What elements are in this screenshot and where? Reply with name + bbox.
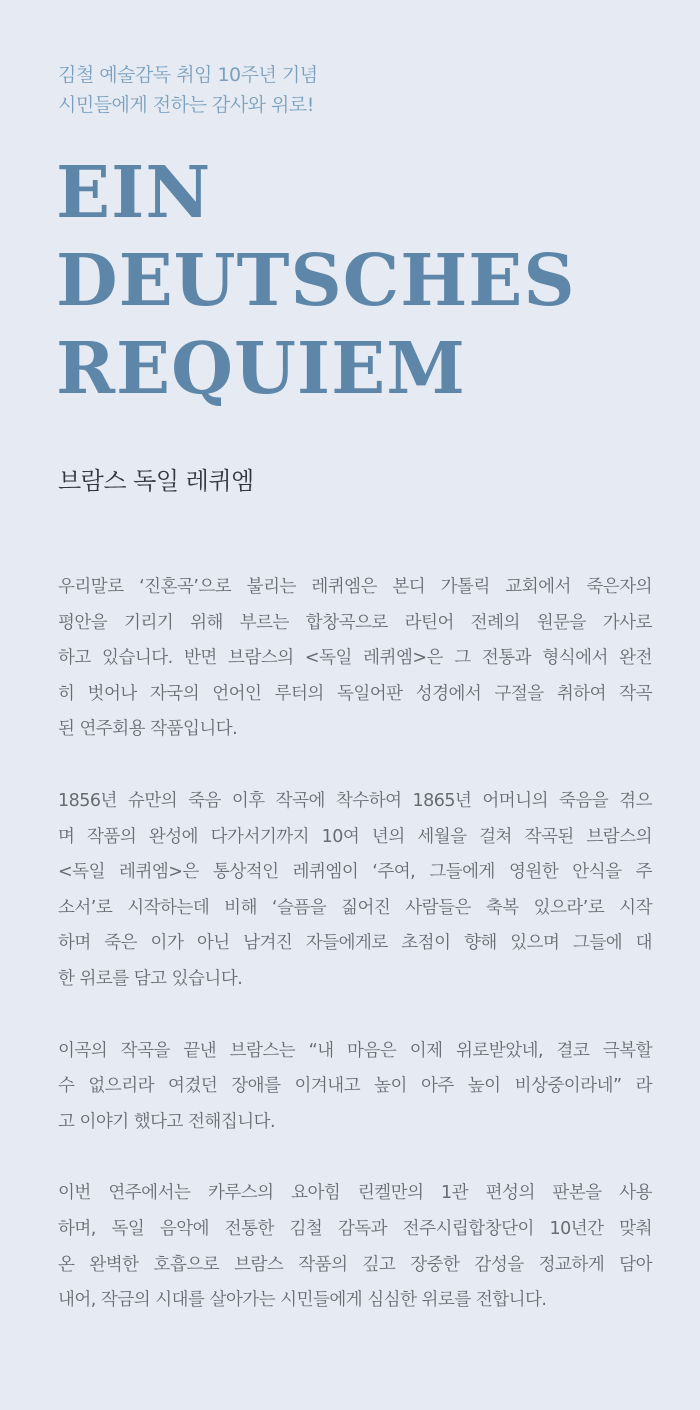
text-line: 수 없으리라 여겼던 장애를 이겨내고 높이 아주 높이 비상중이라네” 라 [58,1076,652,1097]
text-line: 소서’로 시작하는데 비해 ‘슬픔을 짊어진 사람들은 축복 있으라’로 시작 [58,897,652,918]
text-line: 며 작품의 완성에 다가서기까지 10여 년의 세월을 걸쳐 작곡된 브람스의 [58,826,652,847]
paragraph [58,784,652,998]
intro-heading [58,60,318,120]
text-line: 평안을 기리기 위해 부르는 합창곡으로 라틴어 전례의 원문을 가사로 [58,612,652,633]
text-line: 1856년 슈만의 죽음 이후 작곡에 착수하여 1865년 어머니의 죽음을 겪으 [58,790,652,811]
intro-line: 김철 예술감독 취임 10주년 기념 [58,64,318,86]
text-line: 히 벗어나 자국의 언어인 루터의 독일어판 성경에서 구절을 취하여 작곡 [58,683,652,704]
paragraph [58,1176,652,1318]
intro-line: 시민들에게 전하는 감사와 위로! [58,94,314,116]
work-title-line: REQUIEM [56,326,466,410]
text-line: 이번 연주에서는 카루스의 요아힘 린켈만의 1관 편성의 판본을 사용 [58,1183,652,1204]
text-line: 된 연주회용 작품입니다. [58,719,238,740]
text-line: 하고 있습니다. 반면 브람스의 <독일 레퀴엠>은 그 전통과 형식에서 완전 [58,648,652,669]
work-title-line: DEUTSCHES [56,238,576,322]
text-line: 내어, 작금의 시대를 살아가는 시민들에게 심심한 위로를 전합니다. [58,1290,547,1311]
paragraph [58,1034,652,1141]
work-subtitle: 브람스 독일 레퀴엠 [58,467,254,495]
text-line: 고 이야기 했다고 전해집니다. [58,1111,276,1132]
text-line: 우리말로 ‘진혼곡’으로 불리는 레퀴엠은 본디 가톨릭 교회에서 죽은자의 [58,577,652,597]
text-line: 하며 죽은 이가 아닌 남겨진 자들에게로 초점이 향해 있으며 그들에 대 [58,933,652,954]
text-line: 한 위로를 담고 있습니다. [58,968,243,989]
paragraph [58,570,652,748]
work-title [56,148,576,412]
text-line: <독일 레퀴엠>은 통상적인 레퀴엠이 ‘주여, 그들에게 영원한 안식을 주 [58,862,652,883]
text-line: 이곡의 작곡을 끝낸 브람스는 “내 마음은 이제 위로받았네, 결코 극복할 [58,1040,652,1061]
work-title-line: EIN [56,150,212,234]
description-body [58,570,652,1355]
text-line: 온 완벽한 호흡으로 브람스 작품의 깊고 장중한 감성을 정교하게 담아 [58,1254,652,1275]
text-line: 하며, 독일 음악에 전통한 김철 감독과 전주시립합창단이 10년간 맞춰 [58,1218,652,1239]
